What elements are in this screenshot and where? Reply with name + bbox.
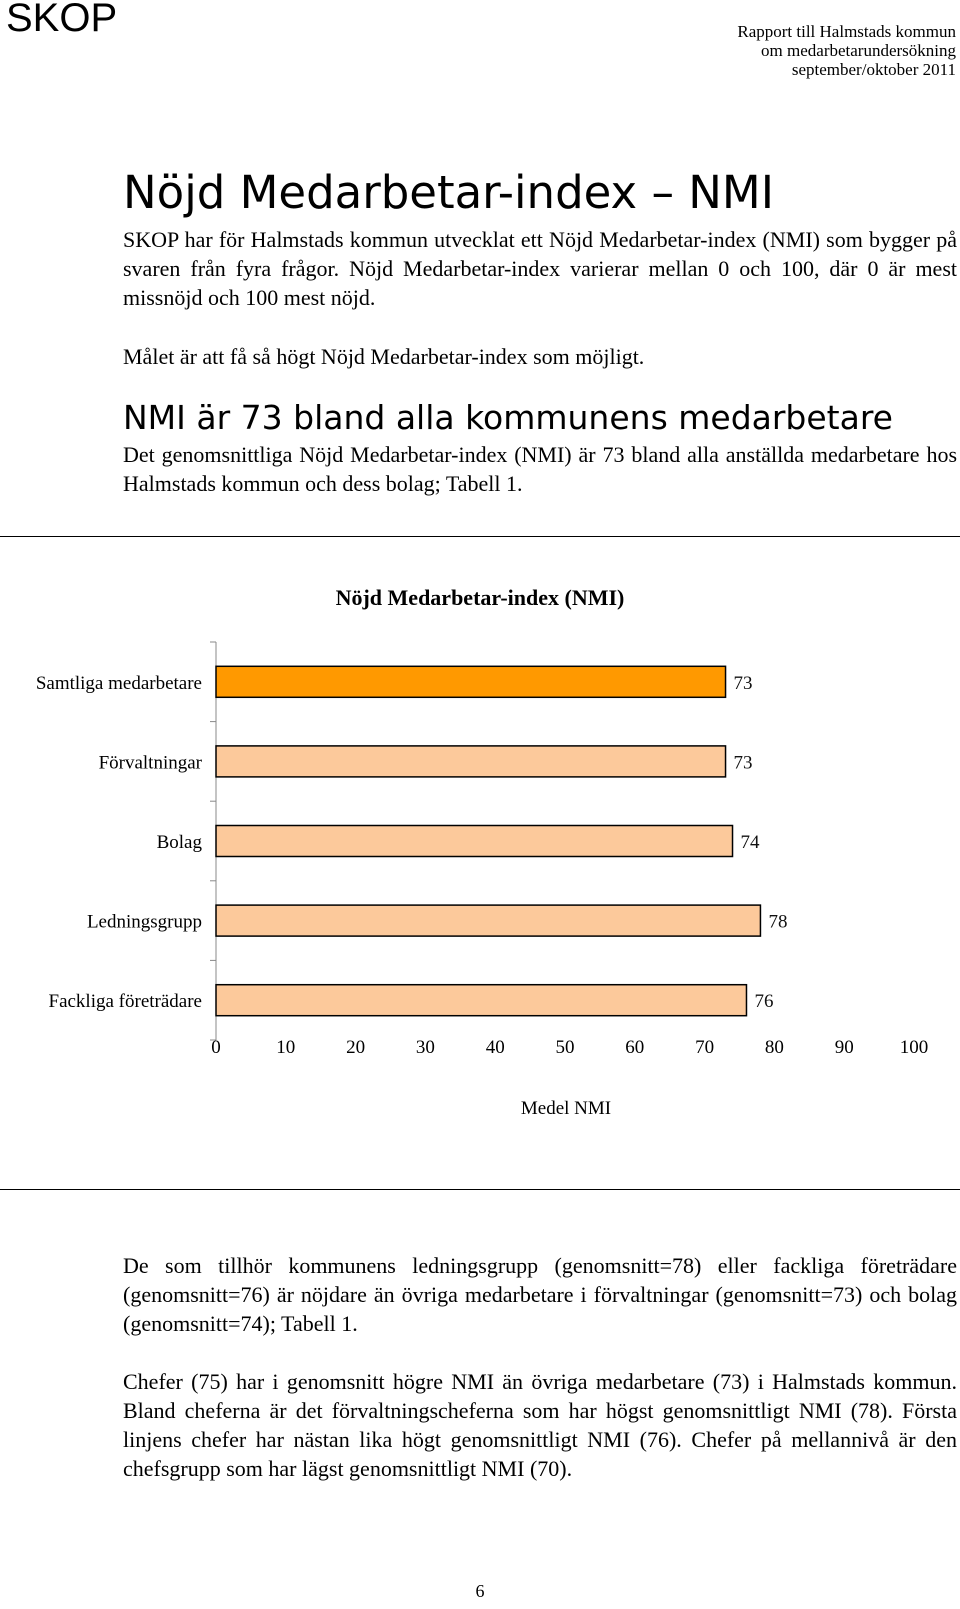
x-tick-label: 50 (555, 1037, 575, 1058)
x-tick-label: 10 (276, 1037, 296, 1058)
bar-2 (216, 746, 726, 777)
bar-1 (216, 666, 726, 697)
x-tick-label: 60 (625, 1037, 645, 1058)
category-label: Bolag (156, 832, 202, 853)
report-line-1: Rapport till Halmstads kommun (737, 22, 956, 41)
x-tick-label: 90 (834, 1037, 854, 1058)
x-tick-label: 100 (899, 1037, 929, 1058)
chart-bottom-rule (0, 1189, 960, 1190)
x-tick-label: 80 (764, 1037, 784, 1058)
x-axis-label: Medel NMI (520, 1098, 612, 1119)
section-title: NMI är 73 bland alla kommunens medarbetare (123, 398, 893, 437)
goal-paragraph: Målet är att få så högt Nöjd Medarbetar-index som möjligt. (123, 344, 645, 369)
x-tick-label: 20 (346, 1037, 366, 1058)
intro-paragraph: SKOP har för Halmstads kommun utvecklat ett Nöjd Medarbetar-index (NMI) som bygger på svaren från fyra frågor. Nöjd Medarbetar-index varierar mellan 0 och 100, där 0 är mest missnöjd och 100 mest nöjd. (123, 227, 957, 310)
chart-title: Nöjd Medarbetar-index (NMI) (335, 585, 625, 610)
page-number: 6 (475, 1581, 485, 1601)
nmi-bar-chart (0, 560, 960, 1160)
x-tick-label: 30 (415, 1037, 435, 1058)
category-label: Förvaltningar (98, 752, 202, 774)
data-label: 74 (740, 832, 760, 853)
x-tick-label: 0 (211, 1037, 221, 1058)
data-label: 73 (733, 672, 753, 694)
paragraph-results: De som tillhör kommunens ledningsgrupp (genomsnitt=78) eller fackliga företrädare (genomsnitt=76) är nöjdare än övriga medarbetare i förvaltningar (genomsnitt=73) och bolag (genomsnitt=74); Tabell 1. (123, 1253, 957, 1336)
paragraph-managers: Chefer (75) har i genomsnitt högre NMI än övriga medarbetare (73) i Halmstads kommun. Bland cheferna är det förvaltningscheferna som har högst genomsnittligt NMI (78). Första linjens chefer har nästan lika högt genomsnittligt NMI (76). Chefer på mellannivå är den chefsgrupp som har lägst genomsnittligt NMI (70). (123, 1369, 957, 1481)
bar-3 (216, 826, 733, 857)
data-label: 73 (733, 752, 753, 774)
x-tick-label: 40 (485, 1037, 505, 1058)
category-label: Fackliga företrädare (48, 991, 202, 1013)
category-label: Samtliga medarbetare (35, 672, 202, 694)
skop-logo: SKOP (6, 0, 118, 40)
data-label: 78 (768, 911, 788, 933)
bar-5 (216, 985, 746, 1016)
chart-top-rule (0, 536, 960, 537)
page-title: Nöjd Medarbetar-index – NMI (123, 166, 775, 219)
category-label: Ledningsgrupp (86, 911, 202, 933)
data-label: 76 (754, 991, 774, 1013)
x-tick-label: 70 (695, 1037, 715, 1058)
report-header (596, 22, 956, 79)
report-line-2: om medarbetarundersökning (761, 41, 956, 60)
report-line-3: september/oktober 2011 (791, 60, 956, 79)
bar-4 (216, 905, 760, 936)
section-paragraph: Det genomsnittliga Nöjd Medarbetar-index (NMI) är 73 bland alla anställda medarbetare hos Halmstads kommun och dess bolag; Tabell 1. (123, 442, 957, 496)
